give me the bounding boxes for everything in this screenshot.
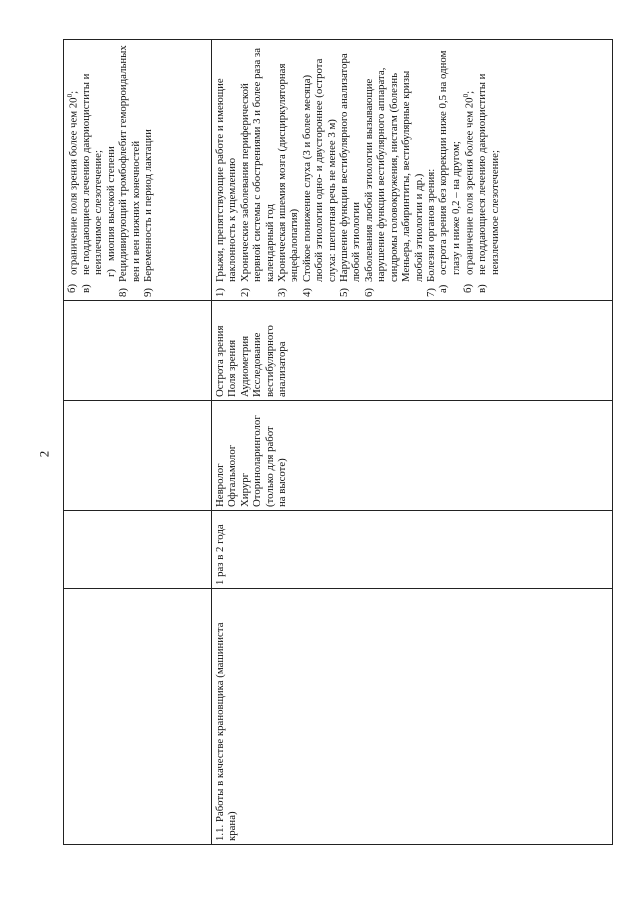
doctor-item: Невролог [214,463,226,507]
list-item: 3) Хроническая ишемия мозга (дисциркуляторная энцефалопатия) [276,63,301,297]
list-item: 9) Беременность и период лактации [142,129,155,297]
doctor-item: на высоте) [276,458,289,507]
work-type-cell: 1.1. Работы в качестве крановщика (машиниста крана) [212,589,613,845]
vision-sublist [437,43,501,297]
numbered-list [117,43,154,297]
study-item: Аудиометрия [238,335,251,397]
contraindications-cell [212,40,613,301]
rotated-table-container [63,40,610,845]
doctor-item: Хирург [238,472,251,507]
list-item: 7) Болезни органов зрения: [424,168,437,297]
doctors-cell [212,401,613,511]
study-item: Поля зрения [226,339,239,397]
periodicity-cell: 1 раз в 2 года [212,511,613,589]
study-item: Исследование [251,332,264,397]
list-item: 4) Стойкое понижение слуха (3 и более месяца) любой этиологии одно- и двустороннее (острота слуха: шепотная речь не менее 3 м) [300,58,338,297]
studies-cell [212,301,613,401]
page-number: 2 [36,450,52,458]
study-item: анализатора [276,341,289,397]
list-item: б) ограничение поля зрения более чем $20^0$; [66,90,80,293]
doctor-item: Оториноларинголог [251,415,264,507]
list-item: б) ограничение поля зрения более чем $20^0$; [462,90,476,293]
table-cell [64,511,212,589]
study-item: Острота зрения [214,325,226,397]
contraindications-list [214,43,437,297]
list-item: 6) Заболевания любой этиологии вызывающие нарушение функции вестибулярного аппарата, синдромы головокружения, нистагм (болезнь Меньера, лабиринтиты, вестибулярные кризы любой этиологии и др.) [362,67,425,297]
list-item: 2) Хронические заболевания периферической нервной системы с обострениями 3 и более раза за календарный год [238,47,276,297]
list-item: в) не поддающиеся лечению дакриоциститы и неизлечимое слезотечение; [476,73,501,293]
list-item: а) острота зрения без коррекции ниже 0,5 на одном глазу и ниже 0,2 – на другом; [437,50,462,293]
list-item: в) не поддающиеся лечению дакриоциститы и неизлечимое слезотечение; [80,73,105,293]
vision-sublist-continued [66,43,117,297]
rotated-table-frame [63,40,610,845]
requirements-table [63,39,613,845]
contraindications-continued-cell [64,40,212,301]
study-item: вестибулярного [263,325,276,397]
list-item: 5) Нарушение функции вестибулярного анализатора любой этиологии [338,53,363,297]
doctor-item: (только для работ [263,426,276,507]
table-row [212,40,613,845]
list-item: 8) Рецидивирующий тромбофлебит геморроидальных вен и вен нижних конечностей [117,45,142,297]
doctor-item: Офтальмолог [226,444,239,507]
table-cell [64,589,212,845]
table-row [64,40,212,845]
list-item: г) миопия высокой степени [104,146,117,277]
list-item: 1) Грыжи, препятствующие работе и имеющие наклонность к ущемлению [214,78,239,297]
table-cell [64,401,212,511]
table-cell [64,301,212,401]
